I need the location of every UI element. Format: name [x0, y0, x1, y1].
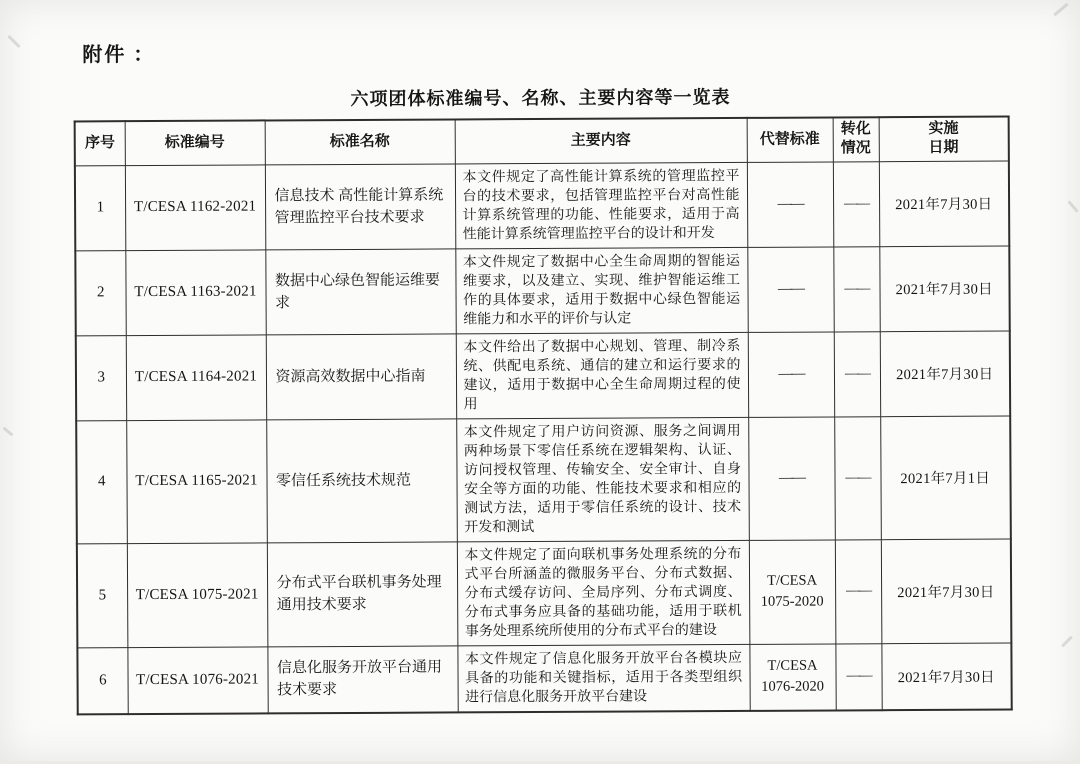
standards-table-body	[75, 161, 1012, 714]
page-title: 六项团体标准编号、名称、主要内容等一览表	[73, 82, 1007, 113]
cell-conversion: ——	[834, 331, 880, 416]
cell-conversion: ——	[835, 643, 881, 710]
cell-name: 数据中心绿色智能运维要求	[265, 248, 455, 334]
cell-conversion: ——	[834, 416, 881, 539]
cell-code: T/CESA 1162-2021	[125, 164, 265, 250]
cell-date: 2021年7月30日	[879, 161, 1009, 247]
cell-date: 2021年7月1日	[880, 416, 1011, 540]
header-date	[879, 117, 1009, 162]
cell-name: 分布式平台联机事务处理通用技术要求	[267, 541, 458, 646]
cell-conversion: ——	[833, 246, 879, 331]
cell-content: 本文件给出了数据中心规划、管理、制冷系统、供配电系统、通信的建立和运行要求的建议，适用于数据中心全生命周期过程的使用	[456, 332, 748, 419]
attachment-label: 附件 ：	[82, 38, 155, 67]
cell-content: 本文件规定了用户访问资源、服务之间调用两种场景下零信任系统在逻辑架构、认证、访问授权管理、传输安全、安全审计、自身安全等方面的功能、性能技术要求和相应的测试方法，适用于零信任系统的设计、技术开发和测试	[456, 417, 749, 542]
cell-content: 本文件规定了面向联机事务处理系统的分布式平台所涵盖的微服务平台、分布式数据、分布式缓存访问、全局序列、分布式调度、分布式事务应具备的基础功能，适用于联机事务处理系统所使用的分布式平台的建设	[457, 540, 750, 646]
table-row	[77, 539, 1012, 648]
cell-content: 本文件规定了高性能计算系统的管理监控平台的技术要求，包括管理监控平台对高性能计算系统管理的功能、性能要求，适用于高性能计算系统管理监控平台的设计和开发	[455, 162, 747, 249]
cell-date: 2021年7月30日	[881, 539, 1012, 644]
cell-replaces: ——	[747, 246, 833, 331]
cell-name: 资源高效数据中心指南	[266, 333, 456, 419]
cell-no: 4	[76, 420, 127, 543]
cell-code: T/CESA 1075-2021	[127, 542, 268, 647]
cell-content: 本文件规定了信息化服务开放平台各模块应具备的功能和关键指标，适用于各类型组织进行信息化服务开放平台建设	[457, 644, 749, 712]
cell-conversion: ——	[835, 539, 882, 643]
header-content: 主要内容	[455, 118, 747, 164]
cell-replaces: ——	[748, 416, 835, 539]
cell-replaces: ——	[748, 331, 834, 416]
cell-code: T/CESA 1165-2021	[126, 419, 267, 543]
cell-no: 5	[77, 543, 128, 647]
header-replaces: 代替标准	[747, 117, 833, 161]
cell-no: 3	[76, 335, 126, 420]
table-header-row	[75, 117, 1009, 166]
cell-replaces: ——	[747, 161, 833, 246]
table-row	[77, 643, 1011, 714]
header-date-label: 实施日期	[928, 120, 960, 158]
header-code: 标准编号	[125, 120, 265, 165]
cell-no: 6	[77, 647, 127, 714]
cell-date: 2021年7月30日	[879, 246, 1009, 332]
table-row	[76, 416, 1011, 544]
cell-replaces: T/CESA 1076-2020	[749, 643, 835, 710]
cell-no: 1	[75, 165, 125, 250]
cell-date: 2021年7月30日	[881, 643, 1011, 710]
standards-table	[74, 116, 1013, 715]
table-row	[75, 161, 1009, 251]
cell-name: 信息技术 高性能计算系统管理监控平台技术要求	[265, 163, 455, 249]
cell-content: 本文件规定了数据中心全生命周期的智能运维要求，以及建立、实现、维护智能运维工作的具体要求，适用于数据中心绿色智能运维能力和水平的评价与认定	[455, 247, 747, 334]
header-name: 标准名称	[265, 119, 455, 164]
cell-no: 2	[75, 250, 125, 335]
cell-code: T/CESA 1164-2021	[126, 334, 266, 420]
cell-code: T/CESA 1076-2021	[127, 646, 267, 713]
cell-conversion: ——	[833, 161, 879, 246]
cell-code: T/CESA 1163-2021	[125, 249, 265, 335]
header-conversion-label: 转化情况	[840, 121, 872, 159]
cell-replaces: T/CESA 1075-2020	[749, 539, 836, 643]
cell-date: 2021年7月30日	[880, 331, 1010, 417]
cell-name: 信息化服务开放平台通用技术要求	[267, 645, 457, 712]
header-conversion	[833, 117, 879, 161]
table-row	[75, 246, 1009, 336]
header-no: 序号	[75, 121, 125, 165]
table-row	[76, 331, 1010, 421]
cell-name: 零信任系统技术规范	[266, 418, 457, 542]
